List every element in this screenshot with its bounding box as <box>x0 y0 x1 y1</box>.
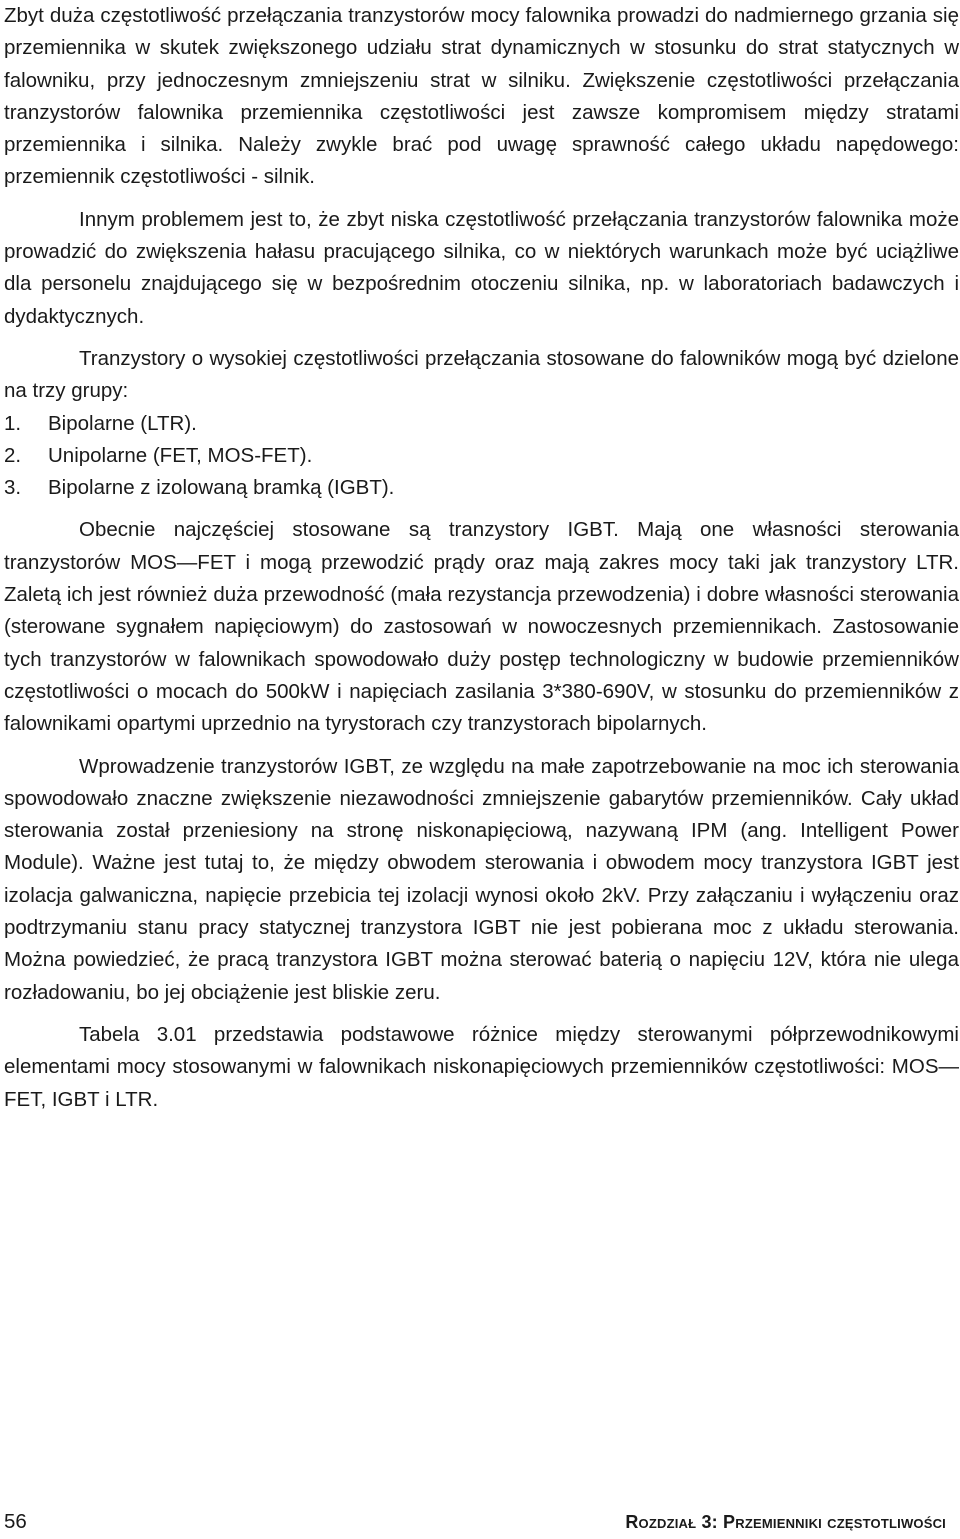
paragraph-2: Innym problemem jest to, że zbyt niska częstotliwość przełączania tranzystorów falownika może prowadzić do zwiększenia hałasu pracującego silnika, co w niektórych warunkach może być uciążliwe dla personelu znajdującego się w bezpośrednim otoczeniu silnika, np. w laboratoriach badawczych i dydaktycznych. <box>4 207 959 328</box>
list-item-text: Bipolarne z izolowaną bramką (IGBT). <box>48 476 395 500</box>
paragraph-4: Obecnie najczęściej stosowane są tranzystory IGBT. Mają one własności sterowania tranzystorów MOS—FET i mogą przewodzić prądy oraz mają zakres mocy taki jak tranzystory LTR. Zaletą ich jest również duża przewodność (mała rezystancja przewodzenia) i dobre własności sterowania (sterowane sygnałem napięciowym) do zastosowań w nowoczesnych przemiennikach. Zastosowanie tych tranzystorów w falownikach spowodowało duży postęp technologiczny w budowie przemienników częstotliwości o mocach do 500kW i napięciach zasilania 3*380-690V, w stosunku do przemienników z falownikami opartymi uprzednio na tyrystorach czy tranzystorach bipolarnych. <box>4 518 959 736</box>
list-item-number: 3. <box>4 476 22 500</box>
page-footer <box>4 1510 946 1538</box>
page-number: 56 <box>4 1510 27 1533</box>
paragraph-3: Tranzystory o wysokiej częstotliwości przełączania stosowane do falowników mogą być dzielone na trzy grupy: <box>4 346 959 403</box>
list-item-text: Bipolarne (LTR). <box>48 411 197 435</box>
list-item-text: Unipolarne (FET, MOS-FET). <box>48 443 313 467</box>
list-item <box>4 472 959 504</box>
paragraph-6: Tabela 3.01 przedstawia podstawowe różnice między sterowanymi półprzewodnikowymi elementami mocy stosowanymi w falownikach niskonapięciowych przemienników częstotliwości: MOS—FET, IGBT i LTR. <box>4 1022 959 1111</box>
document-page <box>4 0 959 1116</box>
paragraph-5: Wprowadzenie tranzystorów IGBT, ze względu na małe zapotrzebowanie na moc ich sterowania spowodowało znaczne zwiększenie niezawodności zmniejszenie gabarytów przemienników. Cały układ sterowania został przeniesiony na stronę niskonapięciową, nazywaną IPM (ang. Intelligent Power Module). Ważne jest tutaj to, że między obwodem sterowania i obwodem mocy tranzystora IGBT jest izolacja galwaniczna, napięcie przebicia tej izolacji wynosi około 2kV. Przy załączaniu i wyłączeniu oraz podtrzymaniu stanu pracy statycznej tranzystora IGBT nie jest pobierana moc z układu sterowania. Można powiedzieć, że pracą tranzystora IGBT można sterować baterią o napięciu 12V, która nie ulega rozładowaniu, bo jej obciążenie jest bliskie zeru. <box>4 754 959 1004</box>
list-item-number: 2. <box>4 443 22 467</box>
list-item <box>4 408 959 440</box>
list-item-number: 1. <box>4 411 22 435</box>
chapter-running-header: Rozdział 3: Przemienniki częstotliwości <box>625 1512 946 1532</box>
paragraph-1: Zbyt duża częstotliwość przełączania tranzystorów mocy falownika prowadzi do nadmiernego grzania się przemiennika w skutek zwiększonego udziału strat dynamicznych w stosunku do strat statycznych w falowniku, przy jednoczesnym zmniejszeniu strat w silniku. Zwiększenie częstotliwości przełączania tranzystorów falownika przemiennika częstotliwości jest zawsze kompromisem między stratami przemiennika i silnika. Należy zwykle brać pod uwagę sprawność całego układu napędowego: przemiennik częstotliwości - silnik. <box>4 4 959 189</box>
transistor-groups-list <box>4 408 959 505</box>
list-item <box>4 440 959 472</box>
